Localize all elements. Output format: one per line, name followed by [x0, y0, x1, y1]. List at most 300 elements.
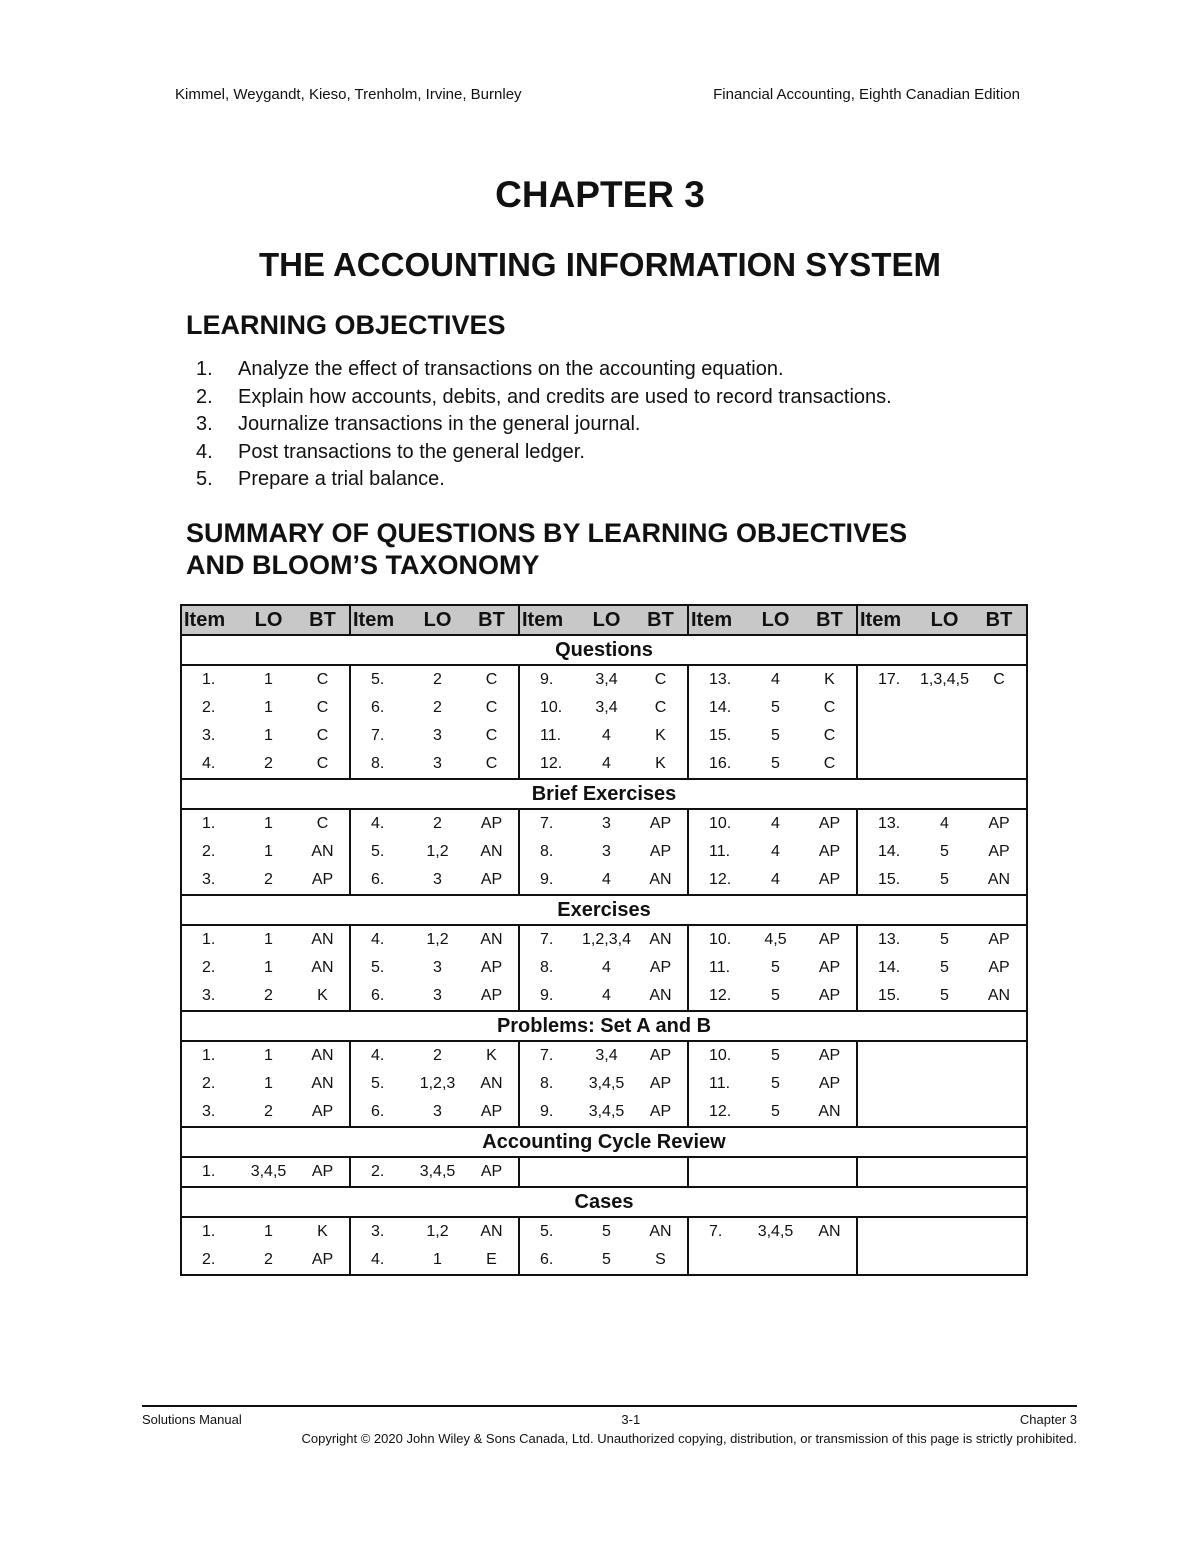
cell-item [688, 1246, 748, 1275]
cell-lo: 3 [410, 982, 465, 1011]
table-row [181, 750, 1027, 779]
cell-lo: 3,4,5 [757, 1223, 794, 1240]
cell-item: 15. [857, 982, 917, 1011]
section-header-row [181, 895, 1027, 925]
cell-bt: AP [972, 925, 1027, 954]
cell-item [857, 1098, 917, 1127]
cell-lo: 2 [241, 1246, 296, 1275]
cell-item: 2. [181, 1070, 241, 1098]
objective-number: 5. [196, 468, 213, 490]
cell-lo: 5 [748, 982, 803, 1011]
table-row [181, 1098, 1027, 1127]
cell-item: 1. [181, 925, 241, 954]
cell-lo: 4 [771, 815, 780, 832]
cell-bt [972, 1098, 1027, 1127]
cell-lo [579, 1157, 634, 1187]
cell-bt: C [823, 727, 836, 744]
cell-lo: 2 [433, 671, 442, 688]
cell-item: 10. [688, 809, 748, 838]
cell-item: 6. [350, 694, 410, 722]
cell-item: 4. [350, 1041, 410, 1070]
cell-bt: AN [818, 1223, 841, 1240]
learning-objective-item [196, 411, 892, 439]
cell-bt: AN [311, 959, 334, 976]
running-head [175, 86, 1020, 103]
table-row [181, 838, 1027, 866]
cell-bt: AN [311, 931, 334, 948]
cell-item: 3. [181, 982, 241, 1011]
cell-lo: 5 [917, 866, 972, 895]
section-title: Problems: Set A and B [181, 1011, 1027, 1041]
learning-objective-item [196, 439, 892, 467]
cell-bt: AP [803, 982, 857, 1011]
cell-item [857, 1246, 917, 1275]
cell-lo: 3 [602, 843, 611, 860]
objective-text: Prepare a trial balance. [238, 468, 445, 490]
cell-bt: C [823, 699, 836, 716]
cell-lo [917, 750, 972, 779]
cell-lo: 1,2,3 [419, 1075, 456, 1092]
cell-lo: 1 [410, 1246, 465, 1275]
cell-item: 4. [350, 925, 410, 954]
cell-bt [803, 1246, 857, 1275]
cell-bt: AP [480, 959, 503, 976]
cell-lo: 3 [410, 750, 465, 779]
cell-item: 2. [181, 838, 241, 866]
column-header-bt: BT [972, 605, 1027, 635]
cell-item: 14. [857, 954, 917, 982]
section-title: Brief Exercises [181, 779, 1027, 809]
cell-bt [972, 1246, 1027, 1275]
cell-item: 1. [181, 1041, 241, 1070]
column-header-bt: BT [634, 605, 688, 635]
cell-bt: C [465, 750, 519, 779]
table-row [181, 1041, 1027, 1070]
cell-lo: 1 [264, 671, 273, 688]
section-header-row [181, 1011, 1027, 1041]
cell-lo: 1 [264, 699, 273, 716]
cell-item [857, 750, 917, 779]
cell-item: 6. [350, 982, 410, 1011]
table-row [181, 722, 1027, 750]
cell-lo: 4 [602, 727, 611, 744]
cell-bt: C [803, 750, 857, 779]
cell-bt: AP [649, 1047, 672, 1064]
objective-number: 3. [196, 413, 213, 435]
cell-lo: 3,4 [595, 1047, 618, 1064]
cell-lo: 5 [748, 1098, 803, 1127]
cell-lo: 2 [241, 982, 296, 1011]
cell-lo: 3,4 [595, 699, 618, 716]
cell-lo: 5 [940, 959, 949, 976]
cell-lo: 4 [748, 866, 803, 895]
cell-bt: C [316, 699, 329, 716]
column-header-lo: LO [917, 605, 972, 635]
objective-number: 4. [196, 440, 213, 463]
objective-text: Analyze the effect of transactions on the accounting equation. [238, 358, 784, 380]
cell-bt: AP [972, 809, 1027, 838]
cell-lo: 1 [264, 1047, 273, 1064]
column-header-lo: LO [579, 605, 634, 635]
cell-bt: AN [311, 1047, 334, 1064]
section-header-row [181, 779, 1027, 809]
column-header-item: Item [519, 605, 579, 635]
cell-bt: E [465, 1246, 519, 1275]
objective-number: 1. [196, 358, 213, 380]
cell-item: 2. [181, 954, 241, 982]
cell-item: 6. [519, 1246, 579, 1275]
cell-lo [917, 1246, 972, 1275]
summary-heading-line1: SUMMARY OF QUESTIONS BY LEARNING OBJECTIVES [186, 518, 908, 548]
cell-item: 4. [350, 1246, 410, 1275]
chapter-title: CHAPTER 3 [495, 174, 705, 215]
cell-bt: C [316, 671, 329, 688]
footer-left: Solutions Manual [142, 1412, 242, 1427]
cell-item: 8. [519, 954, 579, 982]
table-row [181, 925, 1027, 954]
cell-bt [972, 1157, 1027, 1187]
cell-item: 10. [519, 694, 579, 722]
cell-bt: AP [818, 843, 841, 860]
objective-text: Explain how accounts, debits, and credits are used to record transactions. [238, 385, 892, 408]
section-header-row [181, 635, 1027, 665]
cell-lo: 5 [579, 1246, 634, 1275]
cell-item [857, 1041, 917, 1070]
cell-lo: 3 [410, 866, 465, 895]
cell-item: 14. [857, 838, 917, 866]
cell-bt: K [317, 1223, 328, 1240]
cell-bt: AP [818, 815, 841, 832]
cell-lo: 1 [264, 843, 273, 860]
cell-item: 11. [688, 1070, 748, 1098]
table-row [181, 665, 1027, 694]
cell-lo: 1,2 [426, 843, 449, 860]
footer-divider [142, 1405, 1077, 1407]
column-header-lo: LO [410, 605, 465, 635]
column-header-item: Item [688, 605, 748, 635]
cell-item: 16. [688, 750, 748, 779]
cell-bt: K [634, 750, 688, 779]
cell-lo: 3 [602, 815, 611, 832]
section-header-row [181, 1127, 1027, 1157]
section-header-row [181, 1187, 1027, 1217]
cell-item: 2. [350, 1157, 410, 1187]
cell-bt: AP [818, 1047, 841, 1064]
cell-bt: K [655, 727, 666, 744]
cell-lo: 4 [940, 815, 949, 832]
cell-item: 1. [181, 1157, 241, 1187]
cell-item: 5. [350, 954, 410, 982]
cell-lo: 2 [241, 1098, 296, 1127]
cell-item: 12. [688, 866, 748, 895]
cell-item: 8. [519, 838, 579, 866]
cell-item: 6. [350, 866, 410, 895]
cell-bt: C [296, 750, 350, 779]
cell-lo: 3,4,5 [588, 1075, 625, 1092]
cell-item: 17. [857, 665, 917, 694]
cell-lo: 1 [264, 959, 273, 976]
cell-item: 8. [519, 1070, 579, 1098]
cell-item [688, 1157, 748, 1187]
cell-bt: AP [649, 843, 672, 860]
cell-lo: 3,4,5 [410, 1157, 465, 1187]
cell-bt: AP [634, 1098, 688, 1127]
cell-bt: AP [818, 931, 841, 948]
cell-item: 9. [519, 866, 579, 895]
cell-item: 12. [688, 982, 748, 1011]
cell-bt: AN [311, 1075, 334, 1092]
cell-bt [972, 750, 1027, 779]
cell-bt: K [296, 982, 350, 1011]
cell-lo [917, 1041, 972, 1070]
cell-item: 9. [519, 1098, 579, 1127]
cell-bt: AN [480, 1075, 503, 1092]
cell-item: 7. [519, 1041, 579, 1070]
cell-lo: 2 [433, 699, 442, 716]
cell-item: 1. [181, 665, 241, 694]
cell-lo: 1 [264, 1075, 273, 1092]
cell-lo: 1,2 [426, 931, 449, 948]
cell-lo [917, 1070, 972, 1098]
cell-item: 2. [181, 1246, 241, 1275]
cell-lo: 4,5 [764, 931, 787, 948]
cell-bt: AP [649, 1075, 672, 1092]
cell-lo: 2 [433, 815, 442, 832]
cell-bt [972, 1041, 1027, 1070]
column-header-lo: LO [241, 605, 296, 635]
cell-bt: AN [480, 931, 503, 948]
cell-bt [972, 1217, 1027, 1246]
cell-bt: AN [311, 843, 334, 860]
cell-lo [748, 1246, 803, 1275]
cell-item [857, 722, 917, 750]
cell-lo [917, 722, 972, 750]
cell-bt [972, 694, 1027, 722]
cell-bt: C [485, 727, 498, 744]
cell-lo: 5 [748, 750, 803, 779]
cell-bt: AN [634, 866, 688, 895]
cell-bt: AP [296, 866, 350, 895]
cell-item [857, 1217, 917, 1246]
cell-bt [972, 1070, 1027, 1098]
cell-item: 1. [181, 1217, 241, 1246]
cell-lo: 4 [602, 959, 611, 976]
cell-bt: K [824, 671, 835, 688]
cell-lo: 5 [771, 959, 780, 976]
cell-lo: 1 [264, 815, 273, 832]
cell-lo: 4 [579, 866, 634, 895]
cell-lo: 3 [410, 1098, 465, 1127]
cell-item: 5. [350, 838, 410, 866]
cell-item: 15. [857, 866, 917, 895]
cell-bt: AP [465, 1157, 519, 1187]
cell-bt: AP [296, 1246, 350, 1275]
cell-item: 4. [350, 809, 410, 838]
cell-lo: 3,4,5 [241, 1157, 296, 1187]
cell-bt: AP [296, 1157, 350, 1187]
cell-item: 13. [857, 925, 917, 954]
section-title: Exercises [181, 895, 1027, 925]
cell-item: 5. [519, 1217, 579, 1246]
cell-bt [972, 722, 1027, 750]
cell-bt: C [972, 665, 1027, 694]
cell-item: 10. [688, 925, 748, 954]
table-row [181, 1246, 1027, 1275]
cell-item: 11. [688, 838, 748, 866]
cell-lo [917, 1217, 972, 1246]
section-title: Accounting Cycle Review [181, 1127, 1027, 1157]
cell-lo: 5 [771, 727, 780, 744]
table-row [181, 694, 1027, 722]
document-title: THE ACCOUNTING INFORMATION SYSTEM [259, 246, 941, 283]
objective-text: Post transactions to the general ledger. [238, 440, 585, 463]
cell-lo [917, 1157, 972, 1187]
cell-lo: 4 [771, 843, 780, 860]
cell-bt: AP [480, 815, 503, 832]
cell-item: 15. [688, 722, 748, 750]
cell-bt: K [486, 1047, 497, 1064]
cell-item [857, 1070, 917, 1098]
cell-bt: AN [634, 982, 688, 1011]
cell-lo: 5 [917, 982, 972, 1011]
cell-item: 3. [181, 1098, 241, 1127]
cell-lo: 1,2,3,4 [582, 931, 631, 948]
cell-item: 8. [350, 750, 410, 779]
column-header-bt: BT [296, 605, 350, 635]
learning-objective-item [196, 384, 892, 412]
table-row [181, 866, 1027, 895]
table-row [181, 1157, 1027, 1187]
cell-bt: AP [296, 1098, 350, 1127]
column-header-item: Item [350, 605, 410, 635]
cell-bt: AP [465, 1098, 519, 1127]
cell-item: 13. [688, 665, 748, 694]
cell-item: 7. [519, 809, 579, 838]
cell-bt: C [654, 671, 667, 688]
cell-bt: AN [480, 843, 503, 860]
cell-item: 11. [519, 722, 579, 750]
cell-bt: C [485, 671, 498, 688]
cell-item: 9. [519, 982, 579, 1011]
cell-bt [634, 1157, 688, 1187]
cell-lo: 2 [433, 1047, 442, 1064]
cell-lo: 4 [771, 671, 780, 688]
cell-lo: 1,3,4,5 [920, 671, 969, 688]
cell-lo: 3,4,5 [579, 1098, 634, 1127]
learning-objectives-list [196, 356, 892, 494]
table-row [181, 1070, 1027, 1098]
cell-lo: 4 [579, 750, 634, 779]
cell-item: 13. [857, 809, 917, 838]
cell-bt: AP [649, 815, 672, 832]
cell-bt [803, 1157, 857, 1187]
cell-item: 11. [688, 954, 748, 982]
cell-item: 12. [688, 1098, 748, 1127]
cell-item: 1. [181, 809, 241, 838]
cell-item [857, 694, 917, 722]
cell-item: 5. [350, 1070, 410, 1098]
cell-lo: 4 [579, 982, 634, 1011]
cell-lo: 3 [433, 727, 442, 744]
summary-heading [186, 517, 907, 581]
column-header-item: Item [181, 605, 241, 635]
cell-lo [917, 1098, 972, 1127]
cell-lo: 3 [433, 959, 442, 976]
cell-bt: C [654, 699, 667, 716]
footer-page-number: 3-1 [621, 1412, 641, 1427]
cell-item: 7. [688, 1217, 748, 1246]
cell-item: 3. [181, 722, 241, 750]
cell-bt: AN [649, 1223, 672, 1240]
cell-bt: AN [972, 982, 1027, 1011]
cell-item: 10. [688, 1041, 748, 1070]
cell-bt: C [485, 699, 498, 716]
cell-bt: AP [465, 866, 519, 895]
cell-bt: AP [818, 959, 841, 976]
cell-bt: C [316, 727, 329, 744]
table-row [181, 809, 1027, 838]
cell-bt: AP [972, 838, 1027, 866]
cell-item: 12. [519, 750, 579, 779]
cell-lo: 5 [771, 1075, 780, 1092]
cell-lo: 1 [264, 931, 273, 948]
footer-right: Chapter 3 [1019, 1412, 1077, 1427]
cell-bt: AP [972, 954, 1027, 982]
cell-lo: 5 [602, 1223, 611, 1240]
cell-lo: 5 [771, 1047, 780, 1064]
cell-bt: AN [803, 1098, 857, 1127]
cell-item: 2. [181, 694, 241, 722]
objective-number: 2. [196, 385, 213, 408]
section-title: Cases [181, 1187, 1027, 1217]
cell-item: 6. [350, 1098, 410, 1127]
cell-lo: 2 [241, 866, 296, 895]
cell-item [519, 1157, 579, 1187]
cell-bt: AN [649, 931, 672, 948]
cell-bt: AP [818, 1075, 841, 1092]
cell-lo [917, 694, 972, 722]
table-header-row [181, 605, 1027, 635]
cell-bt: AP [649, 959, 672, 976]
cell-bt: C [316, 815, 329, 832]
column-header-lo: LO [748, 605, 803, 635]
cell-item [857, 1157, 917, 1187]
cell-bt: AP [803, 866, 857, 895]
cell-lo: 5 [940, 843, 949, 860]
cell-item: 9. [519, 665, 579, 694]
cell-lo [748, 1157, 803, 1187]
learning-objective-item [196, 356, 892, 384]
cell-bt: S [634, 1246, 688, 1275]
summary-table [180, 604, 1028, 1276]
summary-heading-line2: AND BLOOM’S TAXONOMY [186, 550, 540, 580]
cell-lo: 1,2 [426, 1223, 449, 1240]
cell-item: 5. [350, 665, 410, 694]
objective-text: Journalize transactions in the general journal. [238, 413, 641, 435]
learning-objectives-heading: LEARNING OBJECTIVES [186, 310, 506, 340]
cell-item: 7. [519, 925, 579, 954]
footer-copyright: Copyright © 2020 John Wiley & Sons Canada, Ltd. Unauthorized copying, distribution, or transmission of this page is strictly prohibited. [301, 1431, 1077, 1446]
cell-lo: 2 [241, 750, 296, 779]
learning-objective-item [196, 466, 892, 494]
table-row [181, 954, 1027, 982]
cell-lo: 1 [264, 1223, 273, 1240]
cell-item: 3. [181, 866, 241, 895]
running-head-book: Financial Accounting, Eighth Canadian Edition [713, 86, 1020, 103]
cell-item: 14. [688, 694, 748, 722]
cell-bt: AP [465, 982, 519, 1011]
table-row [181, 982, 1027, 1011]
